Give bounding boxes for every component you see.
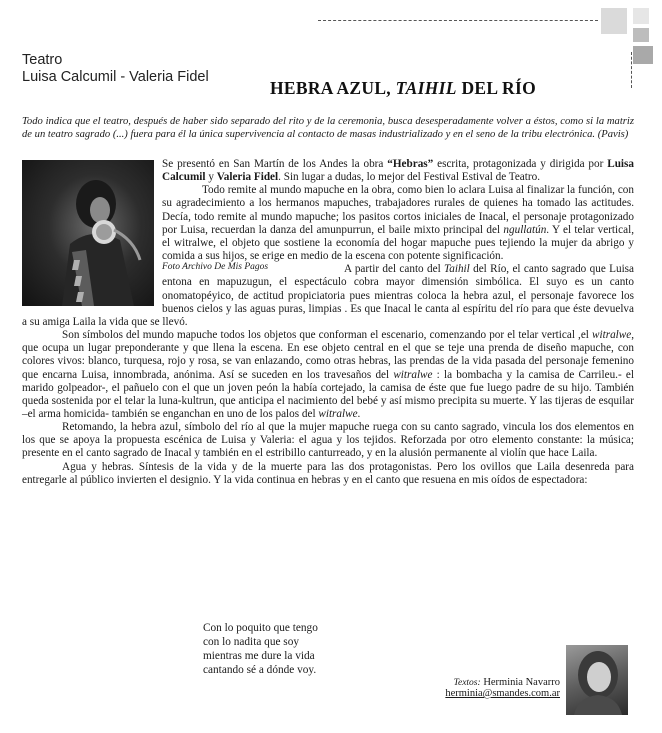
author-email[interactable]: herminia@smandes.com.ar bbox=[445, 688, 560, 699]
p4-text-a: Son símbolos del mundo mapuche todos los objetos que conforman el escenario, comenzando por el telar vertical ,el bbox=[62, 329, 593, 342]
p4-italic-2: witralwe bbox=[393, 368, 433, 381]
credit-label: Textos: bbox=[453, 678, 481, 688]
p6-text: Agua y hebras. Síntesis de la vida y de la muerte para las dos protagonistas. Pero los ovillos que Laila desenreda para entregarle al público invierten el designio. Y la vida continua en hebras y en el canto que resuena en mis oídos de espectadora: bbox=[22, 460, 634, 486]
corner-square-large bbox=[601, 8, 627, 34]
poem-line: cantando sé a dónde voy. bbox=[203, 664, 317, 676]
performer-image bbox=[22, 160, 154, 306]
p2-text-a: Todo remite al mundo mapuche en la obra, como bien lo aclara Luisa al finalizar la función, con su agradecimiento a los hermanos mapuches, trabajadores rurales de quienes ha tomado las actitudes. Decía, todo remite al mundo mapuche; los pasitos cortos iniciales de Inacal, el personaje protagonizado por Luisa, recuerdan la danza del amunpurrun, el baile mixto principal del bbox=[162, 184, 634, 236]
p4-italic-1: witralwe bbox=[592, 329, 632, 342]
credit-name: Herminia Navarro bbox=[483, 677, 560, 688]
paragraph-5 bbox=[22, 421, 634, 460]
corner-square-top bbox=[633, 8, 649, 24]
author-credit bbox=[380, 677, 560, 699]
right-dashed-rule bbox=[631, 52, 632, 88]
author-photo bbox=[566, 645, 628, 715]
photo-caption: Foto Archivo De Mis Pagos bbox=[162, 262, 269, 273]
poem-line: Con lo poquito que tengo bbox=[203, 622, 318, 634]
poem-line: con lo nadita que soy bbox=[203, 636, 300, 648]
p2-italic: ngullatún bbox=[503, 223, 547, 236]
author-portrait bbox=[566, 645, 628, 715]
headline-italic: TAIHIL bbox=[395, 78, 457, 98]
p4-text-b: , que ocupa un lugar preponderante y que llena la escena. En ese objeto central en el que se teje una prenda de diseño mapuche, con colores vivos: blanco, turquesa, rojo y rosa, se van enlazando, como otras hebras, las prendas de la vida pasada del personaje femenino que encarna Luisa, innombrada, anónima. Así se suceden en los travesaños del bbox=[22, 329, 634, 381]
paragraph-4 bbox=[22, 329, 634, 421]
p1-text-d: . Sin lugar a dudas, lo mejor del Festival Estival de Teatro. bbox=[278, 171, 540, 184]
section-kicker bbox=[22, 52, 209, 86]
headline-part1: HEBRA AZUL, bbox=[270, 78, 396, 98]
corner-square-middle bbox=[633, 28, 649, 42]
section-label: Teatro bbox=[22, 52, 63, 68]
poem-stanza bbox=[203, 621, 318, 677]
p1-author-2: Valeria Fidel bbox=[216, 171, 279, 184]
p2-text-b: . Y el telar vertical, el witralwe, el objeto que sostiene la economía del hogar mapuche pues tejiendo la mujer da abrigo y comida a sus hijos, se erige en medio de la escena con potente significación. bbox=[162, 223, 634, 263]
headline-part2: DEL RÍO bbox=[456, 78, 537, 98]
p1-author-1: Luisa Calcumil bbox=[162, 158, 634, 184]
byline: Luisa Calcumil - Valeria Fidel bbox=[22, 69, 209, 85]
p1-text-b: escrita, protagonizada y dirigida por bbox=[433, 158, 608, 170]
p4-text-c: : la bombacha y la camisa de Carrileu.- el marido golpeador-, el pañuelo con el que un joven peón la había cortejado, la camisa de éste que fue luego padre de su hijo. También queda sostenida por el telar la luna-kultrun, que anticipa el nacimiento del bebé y así mismo precipita su muerte. Y las tijeras de esquilar –el arma homicida- también se enganchan en uno de los palos del bbox=[22, 368, 634, 420]
intro-quote: Todo indica que el teatro, después de haber sido separado del rito y de la ceremonia, busca desesperadamente volver a éstos, como si la matriz de un teatro sagrado (...) fuera para él la única supervivencia al contacto de masas industrializado y en el seno de la tribu electrónica. (Pavis) bbox=[22, 116, 634, 141]
p1-text-a: Se presentó en San Martín de los Andes la obra bbox=[162, 158, 388, 170]
p4-italic-3: witralwe bbox=[318, 407, 358, 420]
headline bbox=[270, 78, 536, 99]
p5-text: Retomando, la hebra azul, símbolo del río al que la mujer mapuche ruega con su canto sagrado, vincula los dos elementos en los que se apoya la propuesta escénica de Luisa y Valeria: el agua y los tejidos. Reforzada por otro elemento constante: la música; presente en el canto sagrado de Inacal y también en el estribillo canturreado, y en la alusión permanente al violín que hace Laila. bbox=[22, 421, 634, 460]
p4-text-d: . bbox=[357, 407, 361, 420]
article-photo bbox=[22, 160, 154, 306]
p3-italic: Taihil bbox=[444, 263, 470, 276]
p3-text-b: del Río, el canto sagrado que Luisa entona en mapuzugun, el espectáculo cobra mayor dimensión simbólica. El suyo es un canto onomatopéyico, de actitud propiciatoria pues mientras coloca la hebra azul, el personaje favorece los buenos cielos y las aguas puras, limpias . Es que Inacal le canta al espíritu del río para que éste devuelva a su amiga Laila la vida que se llevó. bbox=[22, 263, 634, 328]
top-dashed-rule bbox=[318, 20, 598, 21]
p1-title: “Hebras” bbox=[387, 158, 434, 170]
corner-square-bottom bbox=[633, 46, 653, 64]
p1-text-c: y bbox=[205, 171, 217, 184]
paragraph-6 bbox=[22, 461, 634, 487]
article-body bbox=[22, 158, 634, 487]
poem-line: mientras me dure la vida bbox=[203, 650, 315, 662]
p3-text-a: A partir del canto del bbox=[344, 263, 445, 276]
